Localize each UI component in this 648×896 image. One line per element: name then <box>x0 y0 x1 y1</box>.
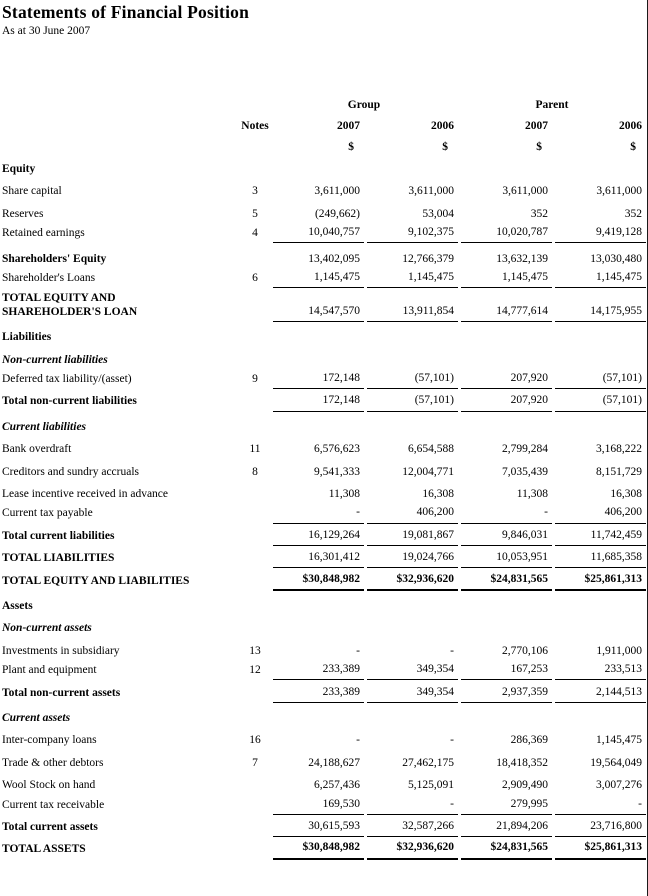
value-cell-parent-2007: 286,369 <box>510 734 548 747</box>
value-cell-parent-2007: 1,145,475 <box>461 271 552 288</box>
value-cell-group-2006: - <box>450 644 454 657</box>
table-row <box>0 524 647 546</box>
row-label: Current tax receivable <box>2 798 105 811</box>
table-row <box>0 792 647 814</box>
value-cell-parent-2006: 16,308 <box>610 488 642 501</box>
table-row <box>0 221 647 243</box>
note-cell: 16 <box>249 734 261 747</box>
value-cell-group-2006: (57,101) <box>367 372 458 389</box>
table-row <box>0 199 647 221</box>
value-cell-group-2007: 172,148 <box>273 372 364 389</box>
value-cell-parent-2006: 13,030,480 <box>590 252 642 265</box>
value-cell-group-2007: $30,848,982 <box>273 573 364 591</box>
value-cell-parent-2006: 23,716,800 <box>555 820 646 837</box>
note-cell: 8 <box>252 465 258 478</box>
year-header-group-2007: 2007 <box>337 119 360 132</box>
table-row <box>0 501 647 523</box>
table-row <box>0 266 647 288</box>
currency-symbol: $ <box>348 140 354 153</box>
value-cell-parent-2007: 2,799,284 <box>502 443 548 456</box>
value-cell-group-2006: 12,766,379 <box>402 252 454 265</box>
value-cell-parent-2006: 1,911,000 <box>596 644 642 657</box>
note-cell <box>240 700 270 703</box>
note-cell <box>240 812 270 815</box>
value-cell-parent-2006: $25,861,313 <box>555 841 646 859</box>
value-cell-group-2007: $30,848,982 <box>273 841 364 859</box>
note-cell: 12 <box>249 664 261 677</box>
table-row <box>0 815 647 837</box>
value-cell-parent-2006: 1,145,475 <box>555 271 646 288</box>
row-label: Retained earnings <box>2 227 85 240</box>
value-cell-parent-2007: 18,418,352 <box>496 756 548 769</box>
value-cell-group-2006: 349,354 <box>367 686 458 703</box>
table-row <box>0 748 647 770</box>
note-cell <box>240 565 270 568</box>
notes-column-header: Notes <box>241 119 269 132</box>
value-cell-parent-2006: 406,200 <box>555 506 646 523</box>
value-cell-parent-2007: 2,937,359 <box>461 686 552 703</box>
currency-symbol: $ <box>630 140 636 153</box>
value-cell-parent-2006: - <box>555 798 646 815</box>
value-cell-parent-2007: - <box>461 506 552 523</box>
value-cell-parent-2006: 19,564,049 <box>590 756 642 769</box>
row-label: Assets <box>2 600 33 612</box>
parent-column-header: Parent <box>535 98 569 111</box>
value-cell-parent-2007: 11,308 <box>516 488 548 501</box>
value-cell-group-2006: 1,145,475 <box>367 271 458 288</box>
table-row <box>0 288 647 322</box>
value-cell-group-2006: 6,654,588 <box>408 443 454 456</box>
value-cell-group-2006: 19,024,766 <box>367 551 458 568</box>
row-label: Liabilities <box>2 331 52 344</box>
value-cell-group-2006: 13,911,854 <box>367 305 458 322</box>
table-row <box>0 456 647 478</box>
value-cell-parent-2006: 3,611,000 <box>596 185 642 198</box>
row-label: Total current assets <box>2 820 98 833</box>
row-label: Equity <box>2 162 36 175</box>
table-row <box>0 591 647 613</box>
table-row <box>0 345 647 367</box>
value-cell-parent-2007: 10,020,787 <box>461 226 552 243</box>
value-cell-parent-2007: 167,253 <box>461 663 552 680</box>
note-cell: 7 <box>252 756 258 769</box>
row-label: Inter-company loans <box>2 734 97 747</box>
note-cell: 3 <box>252 185 258 198</box>
table-row <box>0 725 647 747</box>
row-label: Reserves <box>2 207 44 220</box>
row-label: Shareholder's Loans <box>2 271 96 284</box>
table-row <box>0 613 647 635</box>
value-cell-parent-2007: 2,770,106 <box>502 644 548 657</box>
table-row <box>0 658 647 680</box>
value-cell-group-2006: 3,611,000 <box>408 185 454 198</box>
value-cell-group-2006: 406,200 <box>367 506 458 523</box>
value-cell-group-2007: 16,301,412 <box>273 551 364 568</box>
value-cell-group-2007: 169,530 <box>273 798 364 815</box>
value-cell-group-2006: - <box>367 798 458 815</box>
note-cell <box>240 409 270 412</box>
value-cell-group-2006: 349,354 <box>367 663 458 680</box>
value-cell-parent-2006: (57,101) <box>555 394 646 411</box>
value-cell-group-2006: 9,102,375 <box>367 226 458 243</box>
table-row <box>0 770 647 792</box>
value-cell-group-2007: 9,541,333 <box>314 465 360 478</box>
note-cell: 6 <box>252 271 258 284</box>
note-cell <box>240 834 270 837</box>
value-cell-parent-2006: 11,742,459 <box>555 529 646 546</box>
row-label: Total current liabilities <box>2 529 115 542</box>
value-cell-group-2007: 1,145,475 <box>273 271 364 288</box>
table-rows-container <box>0 154 647 860</box>
value-cell-parent-2007: 2,909,490 <box>502 779 548 792</box>
value-cell-group-2007: - <box>356 734 360 747</box>
value-cell-parent-2006: 2,144,513 <box>555 686 646 703</box>
value-cell-group-2007: 30,615,593 <box>273 820 364 837</box>
row-label: Total non-current assets <box>2 686 121 699</box>
value-cell-group-2006: 53,004 <box>422 207 454 220</box>
value-cell-group-2007: 16,129,264 <box>273 529 364 546</box>
value-cell-parent-2007: 352 <box>530 207 548 220</box>
value-cell-group-2006: (57,101) <box>367 394 458 411</box>
row-label: Non-current assets <box>2 622 92 635</box>
value-cell-group-2006: $32,936,620 <box>367 573 458 591</box>
table-row <box>0 176 647 198</box>
value-cell-group-2007: 6,576,623 <box>314 443 360 456</box>
value-cell-group-2007: 11,308 <box>328 488 360 501</box>
value-cell-parent-2007: 10,053,951 <box>461 551 552 568</box>
value-cell-group-2006: 27,462,175 <box>402 756 454 769</box>
row-label: Lease incentive received in advance <box>2 488 169 501</box>
table-row <box>0 322 647 344</box>
value-cell-parent-2007: 207,920 <box>461 394 552 411</box>
table-row <box>0 367 647 389</box>
row-label: Bank overdraft <box>2 443 72 456</box>
page-subtitle: As at 30 June 2007 <box>2 25 91 37</box>
value-cell-parent-2007: 14,777,614 <box>461 305 552 322</box>
table-row <box>0 636 647 658</box>
row-label: Non-current liabilities <box>2 353 108 366</box>
table-row <box>0 546 647 568</box>
value-cell-parent-2006: 8,151,729 <box>596 465 642 478</box>
row-label: Investments in subsidiary <box>2 644 120 657</box>
value-cell-group-2007: 233,389 <box>273 663 364 680</box>
value-cell-group-2007: - <box>356 644 360 657</box>
year-header-parent-2007: 2007 <box>525 119 548 132</box>
row-label: Shareholders' Equity <box>2 252 107 265</box>
year-header-group-2006: 2006 <box>431 119 454 132</box>
value-cell-group-2007: (249,662) <box>314 207 360 220</box>
row-label: Deferred tax liability/(asset) <box>2 373 132 386</box>
value-cell-parent-2007: $24,831,565 <box>461 841 552 859</box>
value-cell-parent-2007: 13,632,139 <box>496 252 548 265</box>
row-label: Total non-current liabilities <box>2 395 137 408</box>
year-header-row <box>0 112 647 133</box>
value-cell-group-2006: $32,936,620 <box>367 841 458 859</box>
row-label: Trade & other debtors <box>2 756 104 769</box>
value-cell-parent-2007: $24,831,565 <box>461 573 552 591</box>
value-cell-group-2007: 24,188,627 <box>308 756 360 769</box>
note-cell <box>240 319 270 322</box>
value-cell-group-2007: 13,402,095 <box>308 252 360 265</box>
table-row <box>0 389 647 411</box>
table-row <box>0 837 647 859</box>
currency-header-row <box>0 133 647 154</box>
value-cell-group-2006: 19,081,867 <box>367 529 458 546</box>
value-cell-parent-2007: 7,035,439 <box>502 465 548 478</box>
value-cell-parent-2007: 9,846,031 <box>461 529 552 546</box>
value-cell-group-2006: 5,125,091 <box>408 779 454 792</box>
table-row <box>0 434 647 456</box>
note-cell <box>240 857 270 860</box>
value-cell-parent-2006: 1,145,475 <box>596 734 642 747</box>
value-cell-group-2007: 10,040,757 <box>273 226 364 243</box>
value-cell-group-2007: 233,389 <box>273 686 364 703</box>
note-cell: 9 <box>252 373 258 386</box>
value-cell-parent-2006: 9,419,128 <box>555 226 646 243</box>
row-label: Current liabilities <box>2 420 87 433</box>
table-row <box>0 703 647 725</box>
page-title: Statements of Financial Position <box>2 2 250 22</box>
row-label: Current tax payable <box>2 507 93 520</box>
row-label: Plant and equipment <box>2 664 97 677</box>
table-row <box>0 243 647 265</box>
table-row <box>0 680 647 702</box>
value-cell-parent-2006: 11,685,358 <box>555 551 646 568</box>
note-cell: 13 <box>249 644 261 657</box>
column-group-header-row <box>0 91 647 112</box>
value-cell-parent-2007: 21,894,206 <box>461 820 552 837</box>
table-row <box>0 412 647 434</box>
note-cell: 5 <box>252 207 258 220</box>
note-cell <box>240 543 270 546</box>
value-cell-group-2007: - <box>273 506 364 523</box>
value-cell-group-2006: 16,308 <box>422 488 454 501</box>
row-label: Wool Stock on hand <box>2 779 96 792</box>
row-label: Share capital <box>2 185 62 198</box>
currency-symbol: $ <box>536 140 542 153</box>
value-cell-group-2006: - <box>450 734 454 747</box>
value-cell-parent-2006: 3,007,276 <box>596 779 642 792</box>
table-row <box>0 154 647 176</box>
table-row <box>0 568 647 590</box>
value-cell-group-2007: 172,148 <box>273 394 364 411</box>
year-header-parent-2006: 2006 <box>619 119 642 132</box>
row-label: TOTAL LIABILITIES <box>2 552 115 565</box>
financial-position-table <box>0 91 647 860</box>
value-cell-parent-2006: 3,168,222 <box>596 443 642 456</box>
row-label: Current assets <box>2 711 71 724</box>
value-cell-group-2007: 3,611,000 <box>314 185 360 198</box>
value-cell-parent-2006: $25,861,313 <box>555 573 646 591</box>
note-cell <box>240 521 270 524</box>
currency-symbol: $ <box>442 140 448 153</box>
value-cell-parent-2006: 233,513 <box>555 663 646 680</box>
note-cell: 11 <box>249 443 261 456</box>
value-cell-group-2007: 14,547,570 <box>273 305 364 322</box>
group-column-header: Group <box>347 98 381 111</box>
value-cell-parent-2007: 3,611,000 <box>502 185 548 198</box>
value-cell-group-2006: 32,587,266 <box>367 820 458 837</box>
row-label: TOTAL EQUITY AND LIABILITIES <box>2 574 190 587</box>
value-cell-parent-2007: 207,920 <box>461 372 552 389</box>
value-cell-group-2007: 6,257,436 <box>314 779 360 792</box>
value-cell-parent-2006: (57,101) <box>555 372 646 389</box>
value-cell-group-2006: 12,004,771 <box>402 465 454 478</box>
value-cell-parent-2006: 352 <box>624 207 642 220</box>
note-cell: 4 <box>252 227 258 240</box>
value-cell-parent-2007: 279,995 <box>461 798 552 815</box>
row-label: TOTAL EQUITY AND SHAREHOLDER'S LOAN <box>2 292 138 319</box>
row-label: TOTAL ASSETS <box>2 843 86 856</box>
note-cell <box>240 588 270 591</box>
row-label: Creditors and sundry accruals <box>2 465 140 478</box>
value-cell-parent-2006: 14,175,955 <box>555 305 646 322</box>
table-row <box>0 479 647 501</box>
